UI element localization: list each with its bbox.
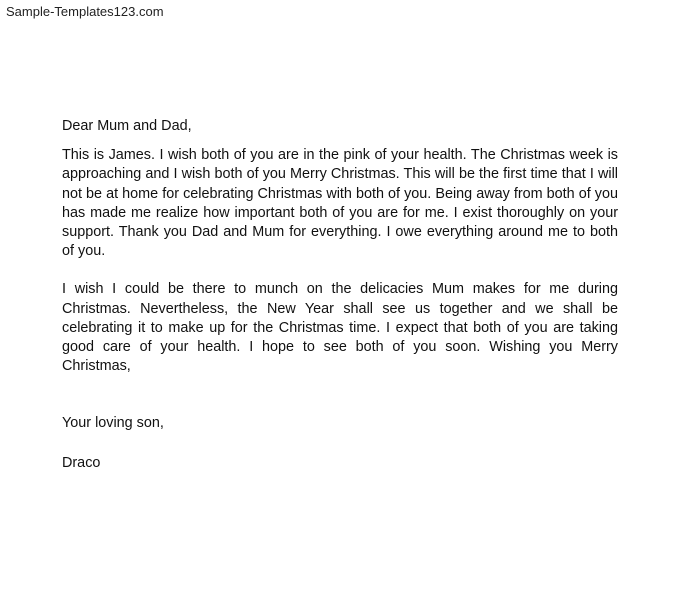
letter-signature: Draco bbox=[62, 454, 101, 471]
letter-paragraph-1: This is James. I wish both of you are in the pink of your health. The Christmas week is approaching and I wish both of you Merry Christmas. This will be the first time that I will not be at home for celebrating Christmas with both of you. Being away from both of you has made me realize how important both of you are for me. I exist thoroughly on your support. Thank you Dad and Mum for everything. I owe everything around me to both of you. bbox=[62, 147, 618, 260]
site-watermark: Sample-Templates123.com bbox=[6, 4, 164, 19]
letter-salutation: Dear Mum and Dad, bbox=[62, 118, 192, 134]
letter-paragraph-2: I wish I could be there to munch on the delicacies Mum makes for me during Christmas. Nevertheless, the New Year shall see us together and we shall be celebrating it to make up for the Christmas time. I expect that both of you are taking good care of your health. I hope to see both of you soon. Wishing you Merry Christmas, bbox=[62, 281, 618, 375]
letter-closing: Your loving son, bbox=[62, 415, 164, 432]
letter-body bbox=[62, 117, 618, 473]
